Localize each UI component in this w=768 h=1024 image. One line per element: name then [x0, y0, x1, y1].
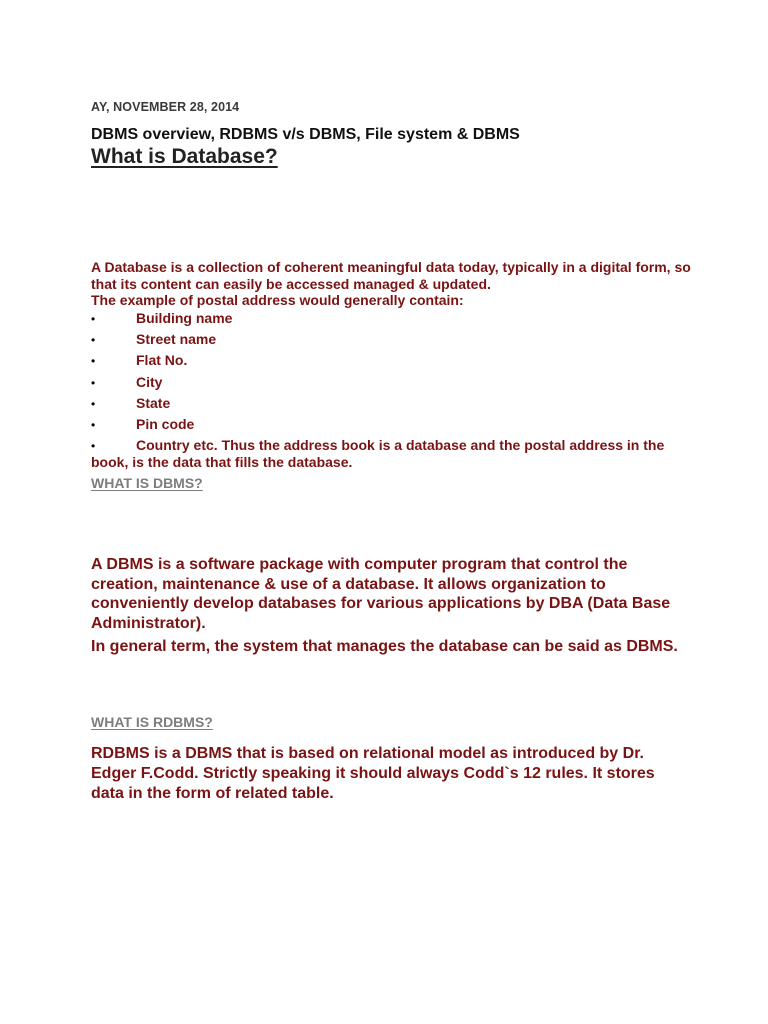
list-item: [91, 395, 691, 412]
post-title: DBMS overview, RDBMS v/s DBMS, File system & DBMS: [91, 126, 520, 143]
dbms-description: [91, 555, 691, 658]
bullet-icon: •: [91, 312, 96, 326]
address-list: [91, 310, 691, 474]
list-item: [91, 416, 691, 433]
list-item-label: Pin code: [136, 415, 195, 432]
main-heading: What is Database?: [91, 145, 278, 168]
list-item-label: Building name: [136, 310, 233, 326]
post-date: AY, NOVEMBER 28, 2014: [91, 100, 240, 114]
list-item: [91, 437, 691, 470]
dbms-summary: In general term, the system that manages the database can be said as DBMS.: [91, 638, 678, 655]
intro-text: [91, 259, 701, 309]
list-item-label: Street name: [136, 331, 217, 348]
what-is-dbms-link[interactable]: WHAT IS DBMS?: [91, 475, 203, 491]
bullet-icon: •: [91, 354, 96, 369]
rdbms-description: [91, 744, 691, 804]
bullet-icon: •: [91, 439, 96, 454]
list-item-label: Flat No.: [136, 352, 188, 369]
bullet-icon: •: [91, 417, 96, 432]
what-is-rdbms-link[interactable]: WHAT IS RDBMS?: [91, 714, 213, 730]
bullet-icon: •: [91, 333, 96, 348]
dbms-paragraph: A DBMS is a software package with computer program that control the creation, maintenance & use of a database. It allows organization to conveniently develop databases for various applications by DBA (Data Base Administrator).: [91, 556, 671, 632]
intro-paragraph: A Database is a collection of coherent meaningful data today, typically in a digital form, so that its content can easily be accessed managed & updated.: [91, 259, 691, 292]
list-item: [91, 374, 691, 391]
list-item-label: State: [136, 394, 171, 411]
list-item: [91, 310, 691, 327]
list-item-label: City: [136, 373, 163, 390]
list-item: [91, 331, 691, 348]
list-item: [91, 352, 691, 369]
list-item-label: Country etc. Thus the address book is a database and the postal address in the book, is the data that fills the database.: [91, 437, 665, 471]
bullet-icon: •: [91, 375, 96, 390]
bullet-icon: •: [91, 396, 96, 411]
rdbms-paragraph: RDBMS is a DBMS that is based on relational model as introduced by Dr. Edger F.Codd. Strictly speaking it should always Codd`s 12 rules. It stores data in the form of related table.: [91, 745, 655, 802]
intro-example-line: The example of postal address would generally contain:: [91, 292, 464, 308]
